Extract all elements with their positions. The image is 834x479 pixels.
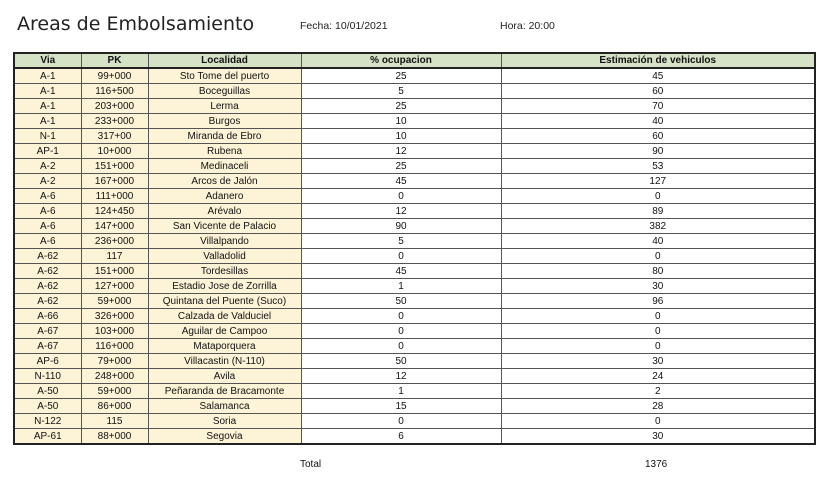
cell-vehiculos: 382	[501, 219, 815, 234]
cell-localidad: Sto Tome del puerto	[148, 68, 301, 84]
cell-vehiculos: 0	[501, 414, 815, 429]
cell-pk: 326+000	[81, 309, 148, 324]
cell-ocupacion: 0	[301, 189, 501, 204]
cell-localidad: San Vicente de Palacio	[148, 219, 301, 234]
cell-vehiculos: 40	[501, 114, 815, 129]
cell-via: A-1	[14, 114, 81, 129]
table-row	[14, 264, 815, 279]
cell-vehiculos: 0	[501, 339, 815, 354]
table-row	[14, 309, 815, 324]
column-header-pk: PK	[81, 53, 148, 68]
cell-vehiculos: 53	[501, 159, 815, 174]
cell-vehiculos: 30	[501, 279, 815, 294]
cell-pk: 151+000	[81, 264, 148, 279]
cell-pk: 167+000	[81, 174, 148, 189]
table-row	[14, 189, 815, 204]
cell-localidad: Miranda de Ebro	[148, 129, 301, 144]
date-label: Fecha: 10/01/2021	[300, 20, 388, 32]
cell-pk: 116+500	[81, 84, 148, 99]
cell-via: A-67	[14, 339, 81, 354]
cell-pk: 116+000	[81, 339, 148, 354]
cell-pk: 147+000	[81, 219, 148, 234]
cell-vehiculos: 24	[501, 369, 815, 384]
cell-localidad: Quintana del Puente (Suco)	[148, 294, 301, 309]
cell-ocupacion: 25	[301, 68, 501, 84]
cell-localidad: Aguilar de Campoo	[148, 324, 301, 339]
cell-pk: 233+000	[81, 114, 148, 129]
cell-ocupacion: 0	[301, 324, 501, 339]
cell-vehiculos: 30	[501, 354, 815, 369]
cell-vehiculos: 2	[501, 384, 815, 399]
cell-ocupacion: 10	[301, 129, 501, 144]
cell-pk: 236+000	[81, 234, 148, 249]
cell-localidad: Salamanca	[148, 399, 301, 414]
cell-vehiculos: 60	[501, 84, 815, 99]
cell-via: A-1	[14, 84, 81, 99]
table-row	[14, 399, 815, 414]
cell-via: A-62	[14, 294, 81, 309]
cell-ocupacion: 12	[301, 144, 501, 159]
cell-localidad: Tordesillas	[148, 264, 301, 279]
cell-via: A-66	[14, 309, 81, 324]
table-row	[14, 339, 815, 354]
cell-ocupacion: 12	[301, 369, 501, 384]
table-row	[14, 234, 815, 249]
table-row	[14, 99, 815, 114]
table-row	[14, 294, 815, 309]
cell-ocupacion: 12	[301, 204, 501, 219]
cell-pk: 59+000	[81, 384, 148, 399]
table-row	[14, 84, 815, 99]
cell-localidad: Arcos de Jalón	[148, 174, 301, 189]
cell-pk: 59+000	[81, 294, 148, 309]
cell-ocupacion: 5	[301, 234, 501, 249]
cell-pk: 151+000	[81, 159, 148, 174]
cell-localidad: Burgos	[148, 114, 301, 129]
total-value: 1376	[645, 459, 668, 470]
table-row	[14, 159, 815, 174]
table-header-row	[14, 53, 815, 68]
table-row	[14, 369, 815, 384]
cell-via: AP-6	[14, 354, 81, 369]
cell-via: A-67	[14, 324, 81, 339]
cell-vehiculos: 89	[501, 204, 815, 219]
cell-localidad: Avila	[148, 369, 301, 384]
cell-localidad: Arévalo	[148, 204, 301, 219]
cell-via: A-6	[14, 219, 81, 234]
column-header-via: Via	[14, 53, 81, 68]
cell-via: AP-1	[14, 144, 81, 159]
column-header-vehiculos: Estimación de vehiculos	[501, 53, 815, 68]
cell-pk: 86+000	[81, 399, 148, 414]
column-header-localidad: Localidad	[148, 53, 301, 68]
cell-ocupacion: 25	[301, 159, 501, 174]
total-label: Total	[300, 459, 322, 470]
cell-via: A-6	[14, 234, 81, 249]
table-row	[14, 414, 815, 429]
cell-vehiculos: 45	[501, 68, 815, 84]
cell-localidad: Valladolid	[148, 249, 301, 264]
cell-pk: 111+000	[81, 189, 148, 204]
cell-via: A-1	[14, 99, 81, 114]
cell-localidad: Rubena	[148, 144, 301, 159]
cell-vehiculos: 80	[501, 264, 815, 279]
cell-pk: 79+000	[81, 354, 148, 369]
column-header-ocupacion: % ocupacion	[301, 53, 501, 68]
cell-ocupacion: 90	[301, 219, 501, 234]
cell-via: N-110	[14, 369, 81, 384]
cell-via: A-50	[14, 384, 81, 399]
cell-vehiculos: 30	[501, 429, 815, 445]
cell-ocupacion: 0	[301, 309, 501, 324]
table-row	[14, 354, 815, 369]
cell-ocupacion: 25	[301, 99, 501, 114]
cell-pk: 248+000	[81, 369, 148, 384]
cell-pk: 88+000	[81, 429, 148, 445]
cell-pk: 203+000	[81, 99, 148, 114]
cell-localidad: Mataporquera	[148, 339, 301, 354]
table-body	[14, 68, 815, 444]
cell-ocupacion: 45	[301, 174, 501, 189]
cell-ocupacion: 15	[301, 399, 501, 414]
cell-via: N-1	[14, 129, 81, 144]
table-row	[14, 204, 815, 219]
cell-localidad: Boceguillas	[148, 84, 301, 99]
cell-localidad: Peñaranda de Bracamonte	[148, 384, 301, 399]
table-row	[14, 384, 815, 399]
cell-vehiculos: 127	[501, 174, 815, 189]
table-row	[14, 174, 815, 189]
cell-via: A-2	[14, 174, 81, 189]
cell-pk: 127+000	[81, 279, 148, 294]
cell-ocupacion: 10	[301, 114, 501, 129]
cell-localidad: Segovia	[148, 429, 301, 445]
cell-pk: 103+000	[81, 324, 148, 339]
table-row	[14, 114, 815, 129]
cell-vehiculos: 60	[501, 129, 815, 144]
cell-vehiculos: 70	[501, 99, 815, 114]
cell-ocupacion: 6	[301, 429, 501, 445]
cell-localidad: Soria	[148, 414, 301, 429]
cell-pk: 124+450	[81, 204, 148, 219]
cell-ocupacion: 0	[301, 414, 501, 429]
cell-via: A-50	[14, 399, 81, 414]
cell-via: N-122	[14, 414, 81, 429]
cell-ocupacion: 50	[301, 294, 501, 309]
cell-pk: 117	[81, 249, 148, 264]
cell-vehiculos: 40	[501, 234, 815, 249]
cell-ocupacion: 0	[301, 339, 501, 354]
table-row	[14, 279, 815, 294]
cell-ocupacion: 5	[301, 84, 501, 99]
table-row	[14, 144, 815, 159]
cell-vehiculos: 0	[501, 309, 815, 324]
cell-vehiculos: 0	[501, 324, 815, 339]
time-label: Hora: 20:00	[500, 20, 555, 32]
cell-vehiculos: 28	[501, 399, 815, 414]
cell-ocupacion: 0	[301, 249, 501, 264]
cell-via: A-1	[14, 68, 81, 84]
cell-via: A-62	[14, 264, 81, 279]
table-row	[14, 324, 815, 339]
table-row	[14, 68, 815, 84]
cell-localidad: Medinaceli	[148, 159, 301, 174]
cell-via: A-6	[14, 189, 81, 204]
cell-pk: 317+00	[81, 129, 148, 144]
cell-localidad: Lerma	[148, 99, 301, 114]
cell-localidad: Estadio Jose de Zorrilla	[148, 279, 301, 294]
cell-ocupacion: 45	[301, 264, 501, 279]
cell-vehiculos: 96	[501, 294, 815, 309]
cell-localidad: Calzada de Valduciel	[148, 309, 301, 324]
table-row	[14, 129, 815, 144]
cell-localidad: Villalpando	[148, 234, 301, 249]
cell-pk: 10+000	[81, 144, 148, 159]
cell-pk: 99+000	[81, 68, 148, 84]
cell-ocupacion: 50	[301, 354, 501, 369]
cell-localidad: Adanero	[148, 189, 301, 204]
cell-localidad: Villacastin (N-110)	[148, 354, 301, 369]
cell-pk: 115	[81, 414, 148, 429]
cell-via: A-62	[14, 249, 81, 264]
table-row	[14, 249, 815, 264]
page-title: Areas de Embolsamiento	[17, 13, 255, 35]
table-row	[14, 219, 815, 234]
cell-vehiculos: 0	[501, 189, 815, 204]
cell-vehiculos: 0	[501, 249, 815, 264]
table-row	[14, 429, 815, 445]
cell-ocupacion: 1	[301, 279, 501, 294]
cell-via: A-62	[14, 279, 81, 294]
embolsamiento-table	[13, 52, 816, 445]
cell-via: A-6	[14, 204, 81, 219]
cell-via: AP-61	[14, 429, 81, 445]
cell-vehiculos: 90	[501, 144, 815, 159]
cell-ocupacion: 1	[301, 384, 501, 399]
cell-via: A-2	[14, 159, 81, 174]
